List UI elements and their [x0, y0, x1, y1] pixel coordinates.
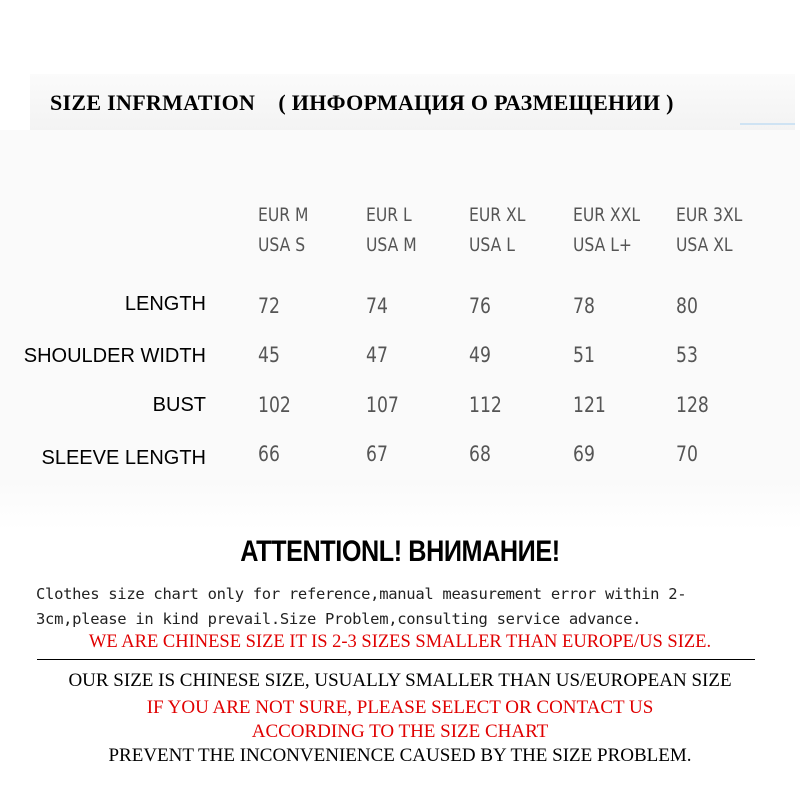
row-label-shoulder-width: SHOULDER WIDTH: [23, 345, 206, 367]
reference-note-line-1: Clothes size chart only for reference,manual measurement error within 2-: [36, 585, 687, 603]
table-cell: 49: [469, 343, 491, 367]
table-cell: 72: [258, 294, 280, 318]
table-cell: 107: [366, 393, 399, 417]
table-cell: 47: [366, 343, 388, 367]
page-title: SIZE INFRMATION ( ИНФОРМАЦИЯ О РАЗМЕЩЕНИИ ): [50, 90, 674, 115]
column-header-l: [366, 200, 448, 260]
table-cell: 69: [573, 442, 595, 466]
column-eur-size: EUR 3XL: [676, 204, 743, 226]
row-label-length: LENGTH: [124, 293, 206, 315]
table-cell: 78: [573, 294, 595, 318]
column-header-m: [258, 200, 340, 260]
size-chart-notice: ACCORDING TO THE SIZE CHART: [251, 721, 549, 742]
column-usa-size: USA XL: [676, 234, 733, 256]
column-usa-size: USA L: [469, 234, 515, 256]
table-cell: 51: [573, 343, 595, 367]
reference-note-line-2: 3cm,please in kind prevail.Size Problem,consulting service advance.: [36, 610, 642, 628]
column-header-xl: [469, 200, 551, 260]
column-eur-size: EUR XXL: [573, 204, 641, 226]
table-cell: 80: [676, 294, 698, 318]
column-header-3xl: [676, 200, 758, 260]
table-background-fade: [0, 480, 800, 530]
attention-heading: ATTENTIONL! ВНИМАНИЕ!: [240, 535, 560, 568]
table-cell: 53: [676, 343, 698, 367]
contact-us-notice: IF YOU ARE NOT SURE, PLEASE SELECT OR CONTACT US: [146, 697, 654, 718]
column-eur-size: EUR L: [366, 204, 412, 226]
table-cell: 67: [366, 442, 388, 466]
inconvenience-notice: PREVENT THE INCONVENIENCE CAUSED BY THE SIZE PROBLEM.: [108, 745, 692, 766]
column-header-xxl: [573, 200, 655, 260]
table-cell: 102: [258, 393, 291, 417]
table-cell: 112: [469, 393, 502, 417]
table-cell: 66: [258, 442, 280, 466]
table-cell: 121: [573, 393, 606, 417]
column-usa-size: USA L+: [573, 234, 632, 256]
chinese-size-warning: WE ARE CHINESE SIZE IT IS 2-3 SIZES SMALLER THAN EUROPE/US SIZE.: [88, 632, 712, 652]
column-usa-size: USA S: [258, 234, 306, 256]
column-usa-size: USA M: [366, 234, 417, 256]
reference-note: [36, 582, 776, 632]
title-accent-rule: [740, 123, 795, 125]
table-cell: 76: [469, 294, 491, 318]
row-label-sleeve-length: SLEEVE LENGTH: [41, 447, 206, 469]
column-eur-size: EUR XL: [469, 204, 526, 226]
table-cell: 68: [469, 442, 491, 466]
divider: [37, 659, 755, 660]
table-cell: 128: [676, 393, 709, 417]
table-cell: 74: [366, 294, 388, 318]
column-eur-size: EUR M: [258, 204, 309, 226]
chinese-size-notice: OUR SIZE IS CHINESE SIZE, USUALLY SMALLER THAN US/EUROPEAN SIZE: [68, 670, 732, 691]
table-cell: 45: [258, 343, 280, 367]
row-label-bust: BUST: [152, 394, 206, 416]
table-cell: 70: [676, 442, 698, 466]
